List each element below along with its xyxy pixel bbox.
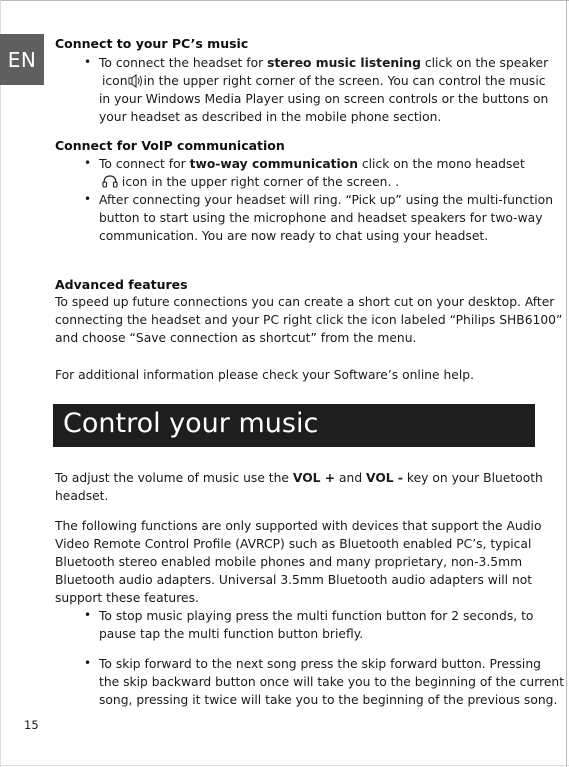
skip-line-1: To skip forward to the next song press the skip forward button. Pressing xyxy=(99,657,541,671)
voip-bullet-1-line-2: icon in the upper right corner of the screen. . xyxy=(102,173,552,194)
page-border-top xyxy=(0,0,569,1)
pc-music-bullet-line-3: in your Windows Media Player using on screen controls or the buttons on xyxy=(99,92,549,106)
section-heading-advanced: Advanced features xyxy=(55,277,188,292)
bullet: • xyxy=(84,608,92,622)
section-heading-pc-music: Connect to your PC’s music xyxy=(55,36,249,51)
advanced-line-3: and choose “Save connection as shortcut” from the menu. xyxy=(55,331,417,345)
bullet: • xyxy=(84,656,92,670)
skip-line-3: song, pressing it twice will take you to the beginning of the previous song. xyxy=(99,693,558,707)
stop-line-1: To stop music playing press the multi function button for 2 seconds, to xyxy=(99,609,534,623)
additional-info: For additional information please check your Software’s online help. xyxy=(55,368,474,382)
bullet: • xyxy=(84,192,92,206)
voip-bullet-2-line-3: communication. You are now ready to chat using your headset. xyxy=(99,229,489,243)
skip-line-2: the skip backward button once will take you to the beginning of the current xyxy=(99,675,565,689)
avrcp-line-1: The following functions are only supported with devices that support the Audio xyxy=(55,519,542,533)
pc-music-bullet-line-2: icon in the upper right corner of the screen. You can control the music xyxy=(102,72,552,93)
voip-bullet-2-line-2: button to start using the microphone and headset speakers for two-way xyxy=(99,211,543,225)
volume-line-2: headset. xyxy=(55,489,109,503)
pc-music-bullet-line-4: your headset as described in the mobile phone section. xyxy=(99,110,442,124)
avrcp-line-2: Video Remote Control Profile (AVRCP) such as Bluetooth enabled PC’s, typical xyxy=(55,537,532,551)
advanced-line-1: To speed up future connections you can create a short cut on your desktop. After xyxy=(55,295,555,309)
voip-bullet-2-line-1: After connecting your headset will ring. “Pick up” using the multi-function xyxy=(99,193,553,207)
avrcp-line-3: Bluetooth stereo enabled mobile phones and many proprietary, non-3.5mm xyxy=(55,555,523,569)
avrcp-line-5: support these features. xyxy=(55,591,199,605)
advanced-line-2: connecting the headset and your PC right click the icon labeled “Philips SHB6100” xyxy=(55,313,563,327)
volume-line-1: To adjust the volume of music use the VOL + and VOL - key on your Bluetooth xyxy=(55,471,543,485)
section-heading-voip: Connect for VoIP communication xyxy=(55,138,285,153)
page-border-left xyxy=(0,0,1,767)
section-banner xyxy=(53,404,535,447)
bullet: • xyxy=(84,156,92,170)
pc-music-bullet-line-1: To connect the headset for stereo music listening click on the speaker xyxy=(99,56,549,70)
page-border-bottom xyxy=(0,765,569,766)
page-border-right xyxy=(566,0,567,767)
page-number: 15 xyxy=(24,718,39,732)
language-tab: EN xyxy=(0,34,44,85)
stop-line-2: pause tap the multi function button briefly. xyxy=(99,627,364,641)
voip-bullet-1-line-1: To connect for two-way communication click on the mono headset xyxy=(99,157,525,171)
bullet: • xyxy=(84,55,92,69)
banner-title: Control your music xyxy=(63,408,319,439)
avrcp-line-4: Bluetooth audio adapters. Universal 3.5mm Bluetooth audio adapters will not xyxy=(55,573,533,587)
